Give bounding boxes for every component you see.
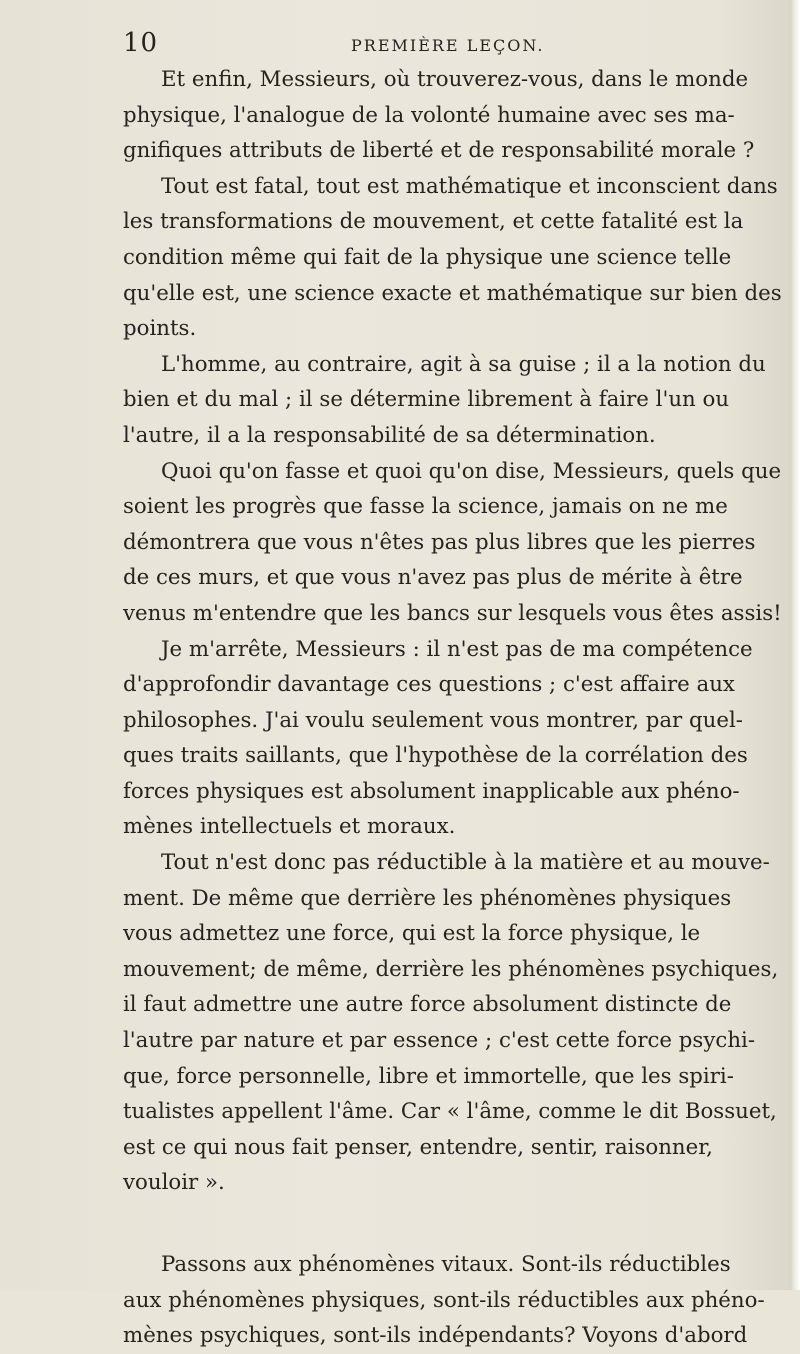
text-line: mènes psychiques, sont-ils indépendants? Voyons d'abord: [123, 1323, 748, 1349]
text-line: vouloir ».: [123, 1170, 225, 1196]
paragraph: [123, 1247, 765, 1354]
text-line: L'homme, au contraire, agit à sa guise ; il a la notion du: [161, 351, 766, 377]
text-line: Tout n'est donc pas réductible à la matière et au mouve-: [161, 850, 770, 876]
text-line: venus m'entendre que les bancs sur lesquels vous êtes assis!: [123, 600, 782, 626]
body-text: [123, 62, 782, 1354]
text-line: ment. De même que derrière les phénomènes physiques: [123, 885, 732, 911]
text-line: condition même qui fait de la physique une science telle: [123, 244, 732, 270]
text-line: l'autre, il a la responsabilité de sa détermination.: [123, 422, 656, 448]
text-line: tualistes appellent l'âme. Car « l'âme, comme le dit Bossuet,: [123, 1099, 777, 1125]
paragraph: [123, 454, 782, 632]
paragraph: [123, 169, 782, 347]
page-edge: [790, 0, 800, 1290]
paragraph: [123, 347, 766, 454]
text-line: mènes intellectuels et moraux.: [123, 814, 456, 840]
paragraph: [123, 632, 759, 846]
text-line: Et enfin, Messieurs, où trouverez-vous, dans le monde: [161, 67, 749, 92]
text-line: mouvement; de même, derrière les phénomènes psychiques,: [123, 956, 779, 982]
page-number: 10: [123, 28, 159, 58]
text-line: qu'elle est, une science exacte et mathématique sur bien des: [123, 280, 782, 306]
text-line: bien et du mal ; il se détermine librement à faire l'un ou: [123, 387, 730, 413]
text-line: philosophes. J'ai voulu seulement vous montrer, par quel-: [123, 707, 743, 733]
page-header: [123, 28, 758, 62]
text-line: Passons aux phénomènes vitaux. Sont-ils réductibles: [161, 1252, 731, 1277]
text-line: de ces murs, et que vous n'avez pas plus de mérite à être: [123, 565, 743, 591]
text-line: les transformations de mouvement, et cette fatalité est la: [123, 209, 744, 235]
text-line: il faut admettre une autre force absolument distincte de: [123, 992, 732, 1018]
text-line: physique, l'analogue de la volonté humaine avec ses ma-: [123, 102, 735, 128]
text-line: forces physiques est absolument inapplicable aux phéno-: [123, 778, 740, 804]
text-line: que, force personnelle, libre et immortelle, que les spiri-: [123, 1063, 734, 1089]
text-line: Quoi qu'on fasse et quoi qu'on dise, Messieurs, quels que: [161, 458, 782, 484]
text-line: vous admettez une force, qui est la force physique, le: [123, 921, 701, 947]
text-line: est ce qui nous fait penser, entendre, sentir, raisonner,: [123, 1134, 713, 1160]
paragraph-spacer: [123, 1201, 759, 1247]
text-line: soient les progrès que fasse la science, jamais on ne me: [123, 494, 728, 520]
text-line: Je m'arrête, Messieurs : il n'est pas de ma compétence: [161, 636, 753, 662]
text-line: l'autre par nature et par essence ; c'est cette force psychi-: [123, 1028, 756, 1054]
text-line: Tout est fatal, tout est mathématique et inconscient dans: [161, 173, 778, 199]
text-line: ques traits saillants, que l'hypothèse de la corrélation des: [123, 743, 748, 769]
text-line: d'approfondir davantage ces questions ; c'est affaire aux: [123, 672, 735, 698]
text-line: gnifiques attributs de liberté et de responsabilité morale ?: [123, 138, 755, 164]
paragraph: [123, 845, 779, 1201]
running-head: PREMIÈRE LEÇON.: [351, 36, 545, 55]
paragraph: [123, 62, 759, 169]
text-line: démontrera que vous n'êtes pas plus libres que les pierres: [123, 529, 756, 555]
text-line: aux phénomènes physiques, sont-ils réductibles aux phéno-: [123, 1287, 765, 1313]
text-line: points.: [123, 316, 197, 342]
